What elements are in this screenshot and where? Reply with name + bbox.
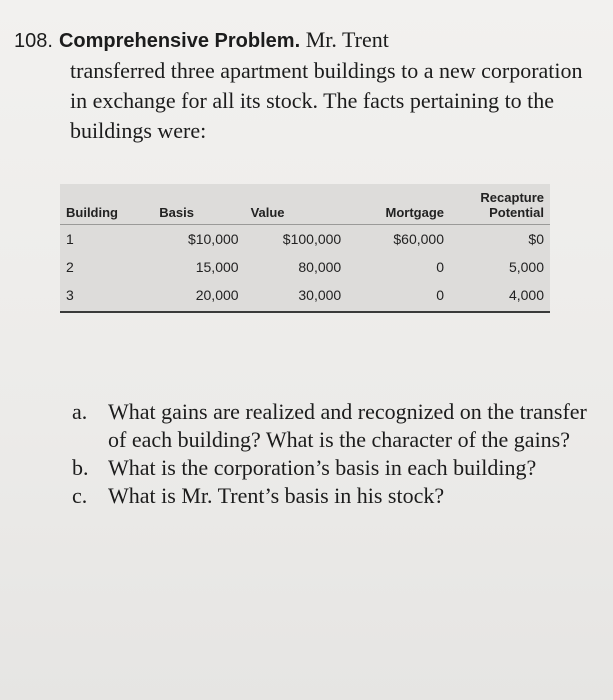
cell-basis: 20,000 [153,281,244,312]
question-letter: c. [72,483,88,508]
question-b [72,454,592,482]
question-c [72,482,592,510]
cell-building: 1 [66,231,74,247]
question-list [72,398,592,510]
cell-mortgage: 0 [347,281,450,312]
question-text: What is the corporation’s basis in each building? [108,455,537,480]
question-letter: a. [72,399,88,424]
question-a [72,398,592,454]
question-text: What gains are realized and recognized on the transfer of each building? What is the character of the gains? [108,399,587,452]
cell-basis: 15,000 [195,259,239,275]
question-text: What is Mr. Trent’s basis in his stock? [108,483,445,508]
header-mortgage: Mortgage [347,184,450,225]
problem-text: transferred three apartment buildings to a new corporation in exchange for all its stock. The facts pertaining to the buildings were: [70,58,583,143]
table-row [60,225,550,254]
cell-mortgage: 0 [436,259,444,275]
cell-value: 80,000 [298,259,342,275]
header-value: Value [245,184,348,225]
table-header-row [60,184,550,225]
cell-mortgage: $60,000 [393,231,444,247]
question-letter: b. [72,455,89,480]
table-row [60,253,550,281]
table-row [60,281,550,312]
header-basis: Basis [153,184,244,225]
header-building: Building [60,184,153,225]
buildings-table [60,184,550,313]
header-recapture-potential: Recapture Potential [450,184,550,225]
cell-value: $100,000 [282,231,342,247]
cell-building: 3 [60,281,153,312]
cell-recapture: 5,000 [508,259,544,275]
problem-number: 108. [14,30,53,52]
cell-recapture: 4,000 [450,281,550,312]
problem-title: Comprehensive Problem. [58,30,301,52]
problem-heading [14,26,389,55]
problem-intro-name: Mr. Trent [305,27,389,52]
cell-building: 2 [66,259,74,275]
cell-recapture: $0 [528,231,544,247]
cell-basis: $10,000 [187,231,239,247]
cell-value: 30,000 [245,281,348,312]
